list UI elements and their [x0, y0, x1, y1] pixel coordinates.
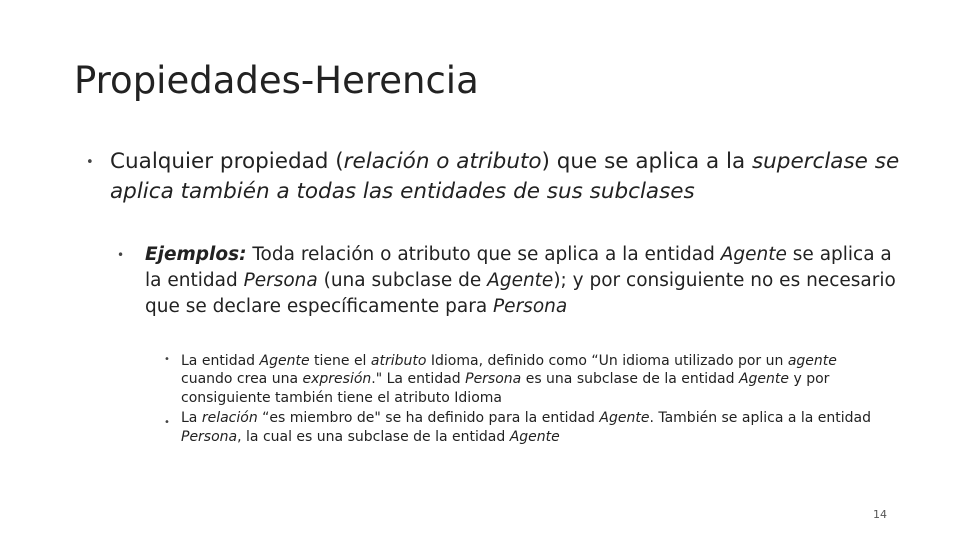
text-run-italic: Agente	[487, 270, 554, 291]
text-run: Toda relación o atributo que se aplica a la entidad	[246, 244, 721, 265]
text-run: , la cual es una subclase de la entidad	[237, 428, 510, 445]
text-run: La	[181, 410, 202, 427]
text-run: es una subclase de la entidad	[521, 371, 739, 388]
examples-label: Ejemplos:	[145, 244, 247, 265]
text-run: ); y por consiguiente no es necesario que se declare específicamente para	[145, 270, 896, 317]
page-number: 14	[873, 508, 887, 521]
text-run: ) que se aplica a la	[541, 149, 752, 174]
text-run-italic: Agente	[259, 353, 310, 369]
text-run-italic: superclase se aplica también a todas las entidades de sus subclases	[110, 149, 900, 204]
bullet-marker: •	[164, 417, 170, 428]
text-run: se aplica a la entidad	[145, 244, 892, 291]
bullet-level-3-item	[181, 409, 871, 446]
bullet-marker: •	[117, 248, 125, 262]
text-run: y por consiguiente también tiene el atributo Idioma	[181, 371, 830, 406]
bullet-level-1	[110, 147, 910, 207]
text-run-italic: Persona	[181, 428, 238, 445]
bullet-marker: •	[164, 354, 170, 365]
text-run: La entidad	[181, 353, 260, 369]
text-run-italic: Agente	[720, 244, 787, 265]
text-run-italic: Persona	[243, 270, 318, 291]
text-run: Cualquier propiedad (	[110, 149, 344, 174]
text-run-italic: Persona	[465, 371, 522, 388]
text-run: tiene el	[309, 353, 371, 369]
slide-title: Propiedades-Herencia	[74, 59, 479, 102]
text-run-italic: relación o atributo	[343, 149, 542, 174]
bullet-level-2	[145, 242, 900, 320]
text-run-italic: Agente	[599, 410, 650, 427]
text-run: . También se aplica a la entidad	[649, 410, 872, 427]
text-run-italic: relación	[201, 410, 258, 427]
text-run: “es miembro de" se ha definido para la entidad	[257, 410, 600, 427]
text-run: Idioma, definido como “Un idioma utilizado por un	[426, 353, 788, 369]
text-run-italic: Persona	[493, 296, 568, 317]
bullet-level-3-group	[181, 352, 871, 446]
bullet-level-3-item	[181, 352, 871, 407]
text-run: cuando crea una	[181, 371, 303, 388]
bullet-marker: •	[86, 155, 94, 170]
text-run-italic: agente	[787, 353, 837, 369]
text-run-italic: expresión	[302, 371, 372, 388]
text-run-italic: Agente	[738, 371, 790, 388]
text-run-italic: atributo	[370, 353, 427, 369]
text-run: (una subclase de	[317, 270, 488, 291]
text-run-italic: Agente	[509, 428, 560, 445]
text-run: ." La entidad	[371, 371, 466, 388]
